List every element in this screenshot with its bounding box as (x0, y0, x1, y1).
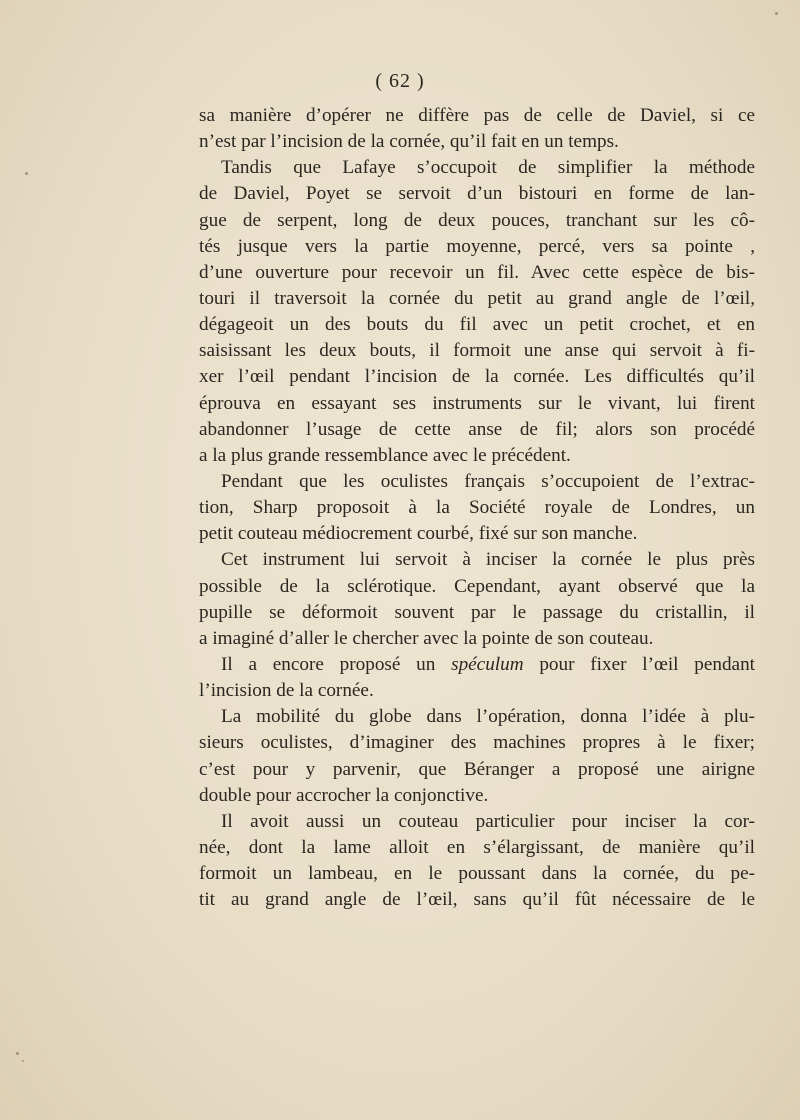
text-line: abandonner l’usage de cette anse de fil; alors son procédé (199, 418, 755, 440)
text-line: née, dont la lame alloit en s’élargissant, de manière qu’il (199, 836, 755, 858)
paper-speck (775, 12, 778, 15)
text-line: saisissant les deux bouts, il formoit une anse qui servoit à fi- (199, 340, 755, 362)
text-line: possible de la sclérotique. Cependant, ayant observé que la (199, 575, 755, 597)
text-line (199, 652, 755, 678)
body-text (199, 103, 755, 913)
text-line: tion, Sharp proposoit à la Société royale de Londres, un (199, 497, 755, 519)
text-line: xer l’œil pendant l’incision de la cornée. Les difficultés qu’il (199, 366, 755, 388)
text-line: gue de serpent, long de deux pouces, tranchant sur les cô- (199, 209, 755, 231)
text-run: pour fixer l’œil pendant (523, 653, 755, 675)
text-line: sa manière d’opérer ne diffère pas de celle de Daviel, si ce (199, 105, 755, 126)
text-line: pupille se déformoit souvent par le passage du cristallin, il (199, 601, 755, 623)
text-line: d’une ouverture pour recevoir un fil. Avec cette espèce de bis- (199, 261, 755, 283)
italic-term: spéculum (451, 653, 524, 675)
text-line: tés jusque vers la partie moyenne, percé, vers sa pointe , (199, 235, 755, 257)
paper-speck (16, 1052, 19, 1055)
text-line: double pour accrocher la conjonctive. (199, 784, 489, 806)
text-line: tit au grand angle de l’œil, sans qu’il fût nécessaire de le (199, 889, 755, 911)
text-line: l’incision de la cornée. (199, 680, 374, 702)
paper-speck (25, 172, 28, 175)
text-line: a imaginé d’aller le chercher avec la pointe de son couteau. (199, 627, 654, 649)
paper-speck (22, 1060, 24, 1062)
text-line: Pendant que les oculistes français s’occupoient de l’extrac- (221, 470, 755, 492)
text-line: n’est par l’incision de la cornée, qu’il fait en un temps. (199, 131, 619, 153)
text-line: éprouva en essayant ses instruments sur le vivant, lui firent (199, 392, 755, 414)
page-number: ( 62 ) (375, 70, 425, 92)
text-line: Cet instrument lui servoit à inciser la cornée le plus près (221, 549, 755, 571)
text-line: petit couteau médiocrement courbé, fixé sur son manche. (199, 523, 638, 545)
text-line: dégageoit un des bouts du fil avec un petit crochet, et en (199, 314, 755, 336)
text-line: de Daviel, Poyet se servoit d’un bistouri en forme de lan- (199, 183, 755, 205)
text-line: touri il traversoit la cornée du petit au grand angle de l’œil, (199, 287, 755, 309)
text-run: Il a encore proposé un (221, 653, 452, 675)
text-line: Tandis que Lafaye s’occupoit de simplifier la méthode (221, 157, 755, 179)
text-line: a la plus grande ressemblance avec le précédent. (199, 444, 571, 466)
text-line: c’est pour y parvenir, que Béranger a proposé une airigne (199, 758, 755, 780)
text-line: sieurs oculistes, d’imaginer des machines propres à le fixer; (199, 732, 755, 754)
text-line: formoit un lambeau, en le poussant dans la cornée, du pe- (199, 863, 755, 885)
text-line: Il avoit aussi un couteau particulier pour inciser la cor- (221, 810, 755, 832)
text-line: La mobilité du globe dans l’opération, donna l’idée à plu- (221, 706, 755, 728)
